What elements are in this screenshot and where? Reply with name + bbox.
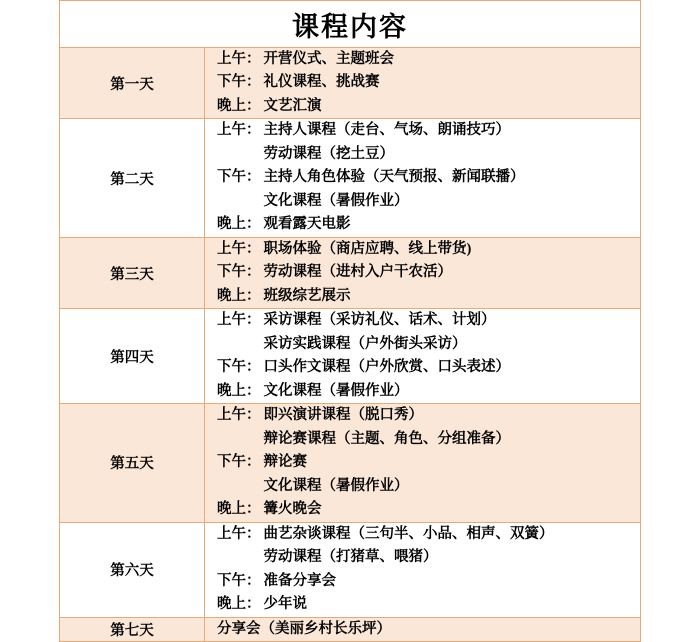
schedule-entry xyxy=(205,356,640,379)
entry-line: 观看露天电影 xyxy=(263,216,351,233)
entry-label: 晚上： xyxy=(217,287,261,304)
entry-label: 晚上： xyxy=(217,382,261,399)
schedule-entry xyxy=(205,261,640,284)
entry-line: 礼仪课程、挑战赛 xyxy=(263,74,380,91)
entry-label: 上午： xyxy=(217,407,261,424)
entry-label: 上午： xyxy=(217,122,261,139)
day-label: 第四天 xyxy=(60,309,205,404)
entry-line: 采访课程（采访礼仪、话术、计划） xyxy=(263,312,496,329)
table-row xyxy=(60,522,641,617)
day-content xyxy=(205,237,641,308)
schedule-entry xyxy=(205,498,640,521)
schedule-entry xyxy=(205,523,640,570)
schedule-entry xyxy=(205,119,640,166)
entry-line: 准备分享会 xyxy=(263,572,336,589)
day-content xyxy=(205,48,641,119)
entry-lines xyxy=(261,48,641,71)
entry-lines xyxy=(261,380,641,403)
entry-lines xyxy=(261,261,641,284)
entry-label: 上午： xyxy=(217,525,261,542)
schedule-entry xyxy=(205,309,640,356)
entry-label: 下午： xyxy=(217,454,261,471)
entry-line: 劳动课程（进村入户干农活） xyxy=(263,264,452,281)
table-row xyxy=(60,237,641,308)
entry-line: 曲艺杂谈课程（三句半、小品、相声、双簧） xyxy=(263,525,554,542)
entry-lines xyxy=(261,498,641,521)
table-row xyxy=(60,48,641,119)
day-content xyxy=(205,404,641,522)
entry-lines xyxy=(261,166,641,213)
entry-line: 劳动课程（打猪草、喂猪） xyxy=(263,549,438,566)
entry-lines xyxy=(261,593,641,616)
entry-label: 下午： xyxy=(217,264,261,281)
entry-label: 下午： xyxy=(217,359,261,376)
entry-lines xyxy=(261,238,641,261)
entry-label: 晚上： xyxy=(217,97,261,114)
day-content xyxy=(205,617,641,641)
schedule-entry xyxy=(205,213,640,236)
entry-label: 下午： xyxy=(217,572,261,589)
schedule-body xyxy=(60,1,641,642)
schedule-entry xyxy=(205,570,640,593)
schedule-entry xyxy=(205,451,640,498)
table-row xyxy=(60,119,641,237)
entry-lines xyxy=(261,285,641,308)
entry-label: 晚上： xyxy=(217,216,261,233)
day-content xyxy=(205,522,641,617)
day-content xyxy=(205,119,641,237)
entry-line: 分享会（美丽乡村长乐坪） xyxy=(217,620,391,637)
schedule-entry xyxy=(205,71,640,94)
entry-label: 上午： xyxy=(217,240,261,257)
schedule-entry xyxy=(205,238,640,261)
table-row xyxy=(60,309,641,404)
schedule-entry xyxy=(205,380,640,403)
entry-line: 篝火晚会 xyxy=(263,501,322,518)
entry-label: 上午： xyxy=(217,312,261,329)
entry-line: 采访实践课程（户外街头采访） xyxy=(263,335,467,352)
day-label: 第三天 xyxy=(60,237,205,308)
entry-line: 文艺汇演 xyxy=(263,97,322,114)
day-content xyxy=(205,309,641,404)
table-row xyxy=(60,617,641,641)
entry-lines xyxy=(261,71,641,94)
entry-line: 主持人角色体验（天气预报、新闻联播） xyxy=(263,169,525,186)
entry-lines xyxy=(261,570,641,593)
entry-lines xyxy=(261,213,641,236)
entry-line: 开营仪式、主题班会 xyxy=(263,51,394,67)
schedule-entry xyxy=(205,166,640,213)
schedule-entry xyxy=(205,285,640,308)
entry-line: 文化课程（暑假作业） xyxy=(263,192,409,209)
table-row xyxy=(60,404,641,522)
schedule-entry xyxy=(205,95,640,118)
entry-label: 晚上： xyxy=(217,596,261,613)
entry-line: 少年说 xyxy=(263,596,307,613)
entry-lines xyxy=(261,95,641,118)
day-label: 第五天 xyxy=(60,404,205,522)
entry-line: 即兴演讲课程（脱口秀） xyxy=(263,407,423,424)
course-schedule-table xyxy=(59,0,641,642)
entry-line: 辩论赛课程（主题、角色、分组准备） xyxy=(263,430,510,447)
entry-line: 主持人课程（走台、气场、朗诵技巧） xyxy=(263,122,510,139)
entry-lines xyxy=(261,309,641,356)
entry-lines xyxy=(261,356,641,379)
entry-lines xyxy=(261,119,641,166)
schedule-entry xyxy=(205,48,640,71)
entry-lines xyxy=(261,451,641,498)
page-title: 课程内容 xyxy=(60,1,641,48)
entry-line: 文化课程（暑假作业） xyxy=(263,382,409,399)
day-label: 第一天 xyxy=(60,48,205,119)
entry-line: 职场体验（商店应聘、线上带货) xyxy=(263,240,472,257)
entry-line: 文化课程（暑假作业） xyxy=(263,477,409,494)
entry-line: 班级综艺展示 xyxy=(263,287,351,304)
entry-lines xyxy=(261,523,641,570)
schedule-entry xyxy=(205,404,640,451)
entry-label: 下午： xyxy=(217,74,261,91)
schedule-entry xyxy=(205,593,640,616)
entry-label: 下午： xyxy=(217,169,261,186)
entry-label: 上午： xyxy=(217,51,261,67)
entry-lines xyxy=(261,404,641,451)
entry-line: 劳动课程（挖土豆） xyxy=(263,145,394,162)
day-label: 第七天 xyxy=(60,617,205,641)
entry-line: 辩论赛 xyxy=(263,454,307,471)
title-row xyxy=(60,1,641,48)
entry-label: 晚上： xyxy=(217,501,261,518)
day-label: 第二天 xyxy=(60,119,205,237)
day-label: 第六天 xyxy=(60,522,205,617)
entry-line: 口头作文课程（户外欣赏、口头表述） xyxy=(263,359,510,376)
